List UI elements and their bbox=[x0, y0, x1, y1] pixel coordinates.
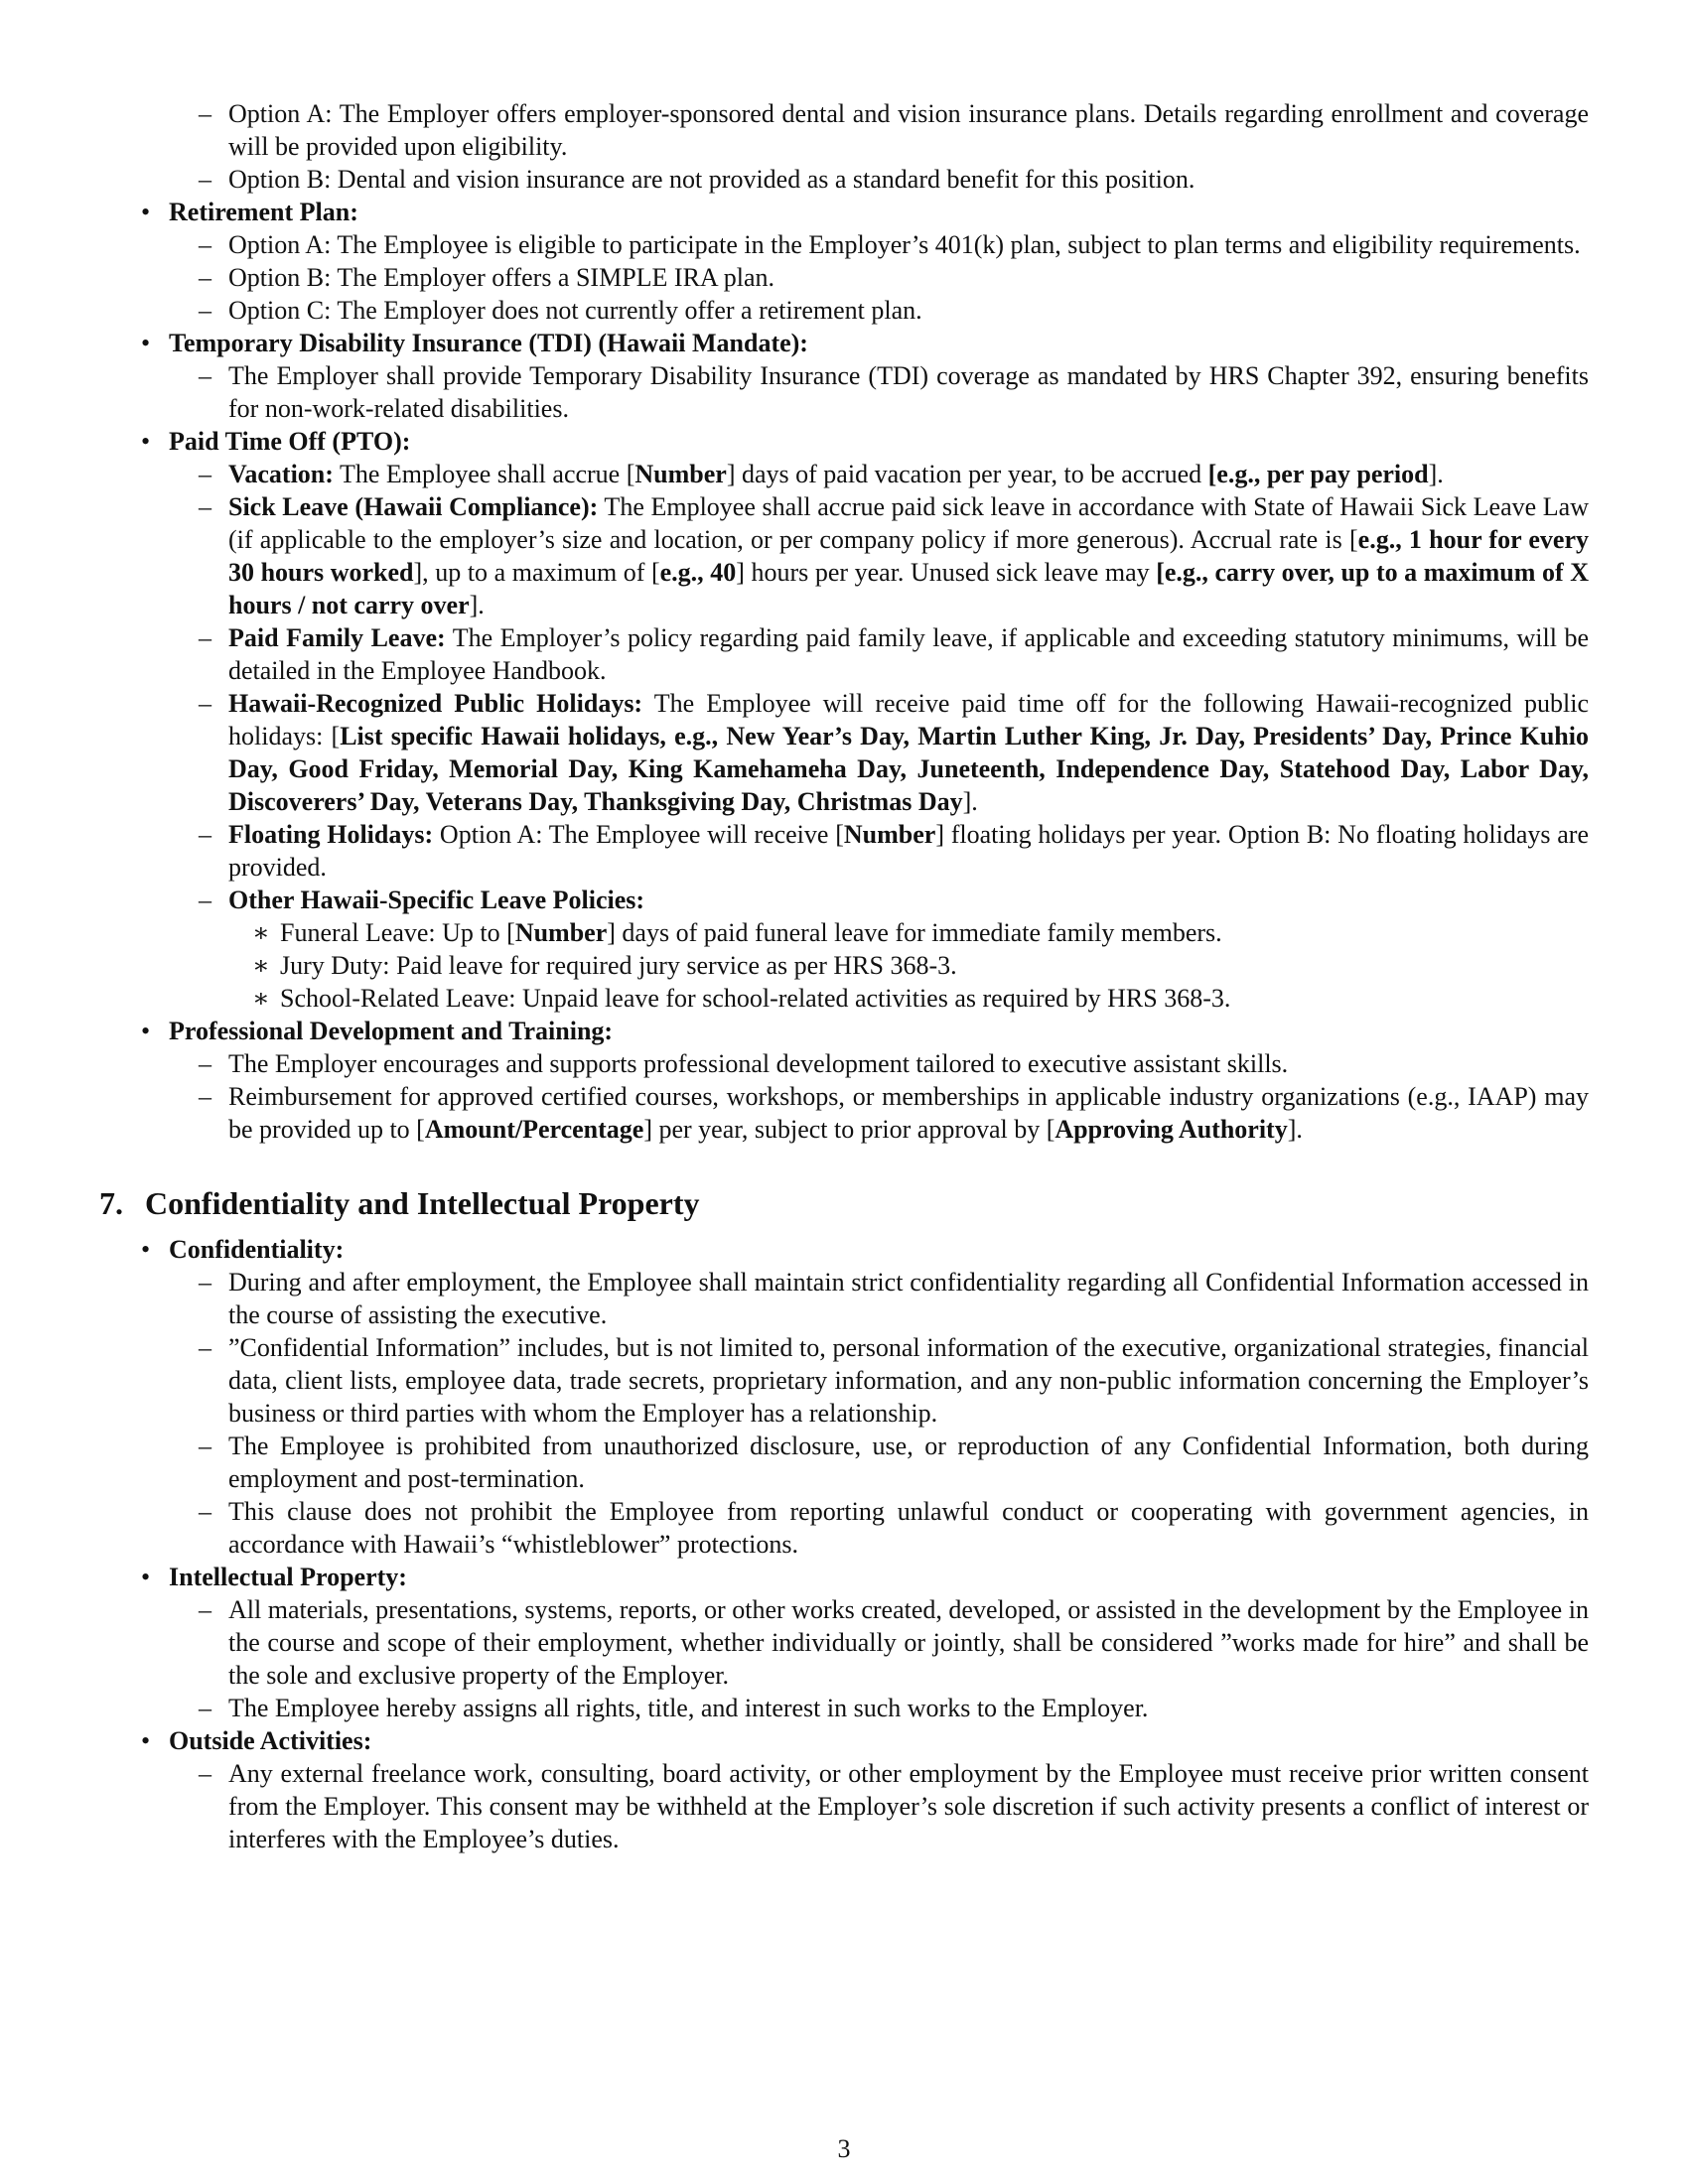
jury-duty-item bbox=[169, 949, 1589, 982]
dental-option-b-text: Option B: Dental and vision insurance are not provided as a standard benefit for this position. bbox=[228, 165, 1196, 194]
dash-marker: – bbox=[199, 1268, 211, 1297]
dash-marker: – bbox=[199, 1759, 211, 1788]
dash-marker: – bbox=[199, 165, 211, 194]
vacation-placeholder-period: [e.g., per pay period bbox=[1207, 460, 1429, 488]
intellectual-property-text: All materials, presentations, systems, reports, or other works created, developed, or assisted in the development by the Employee in the course and scope of their employment, whether individually or jointly, shall be considered ”works made for hire” and shall be the sole and exclusive property of the Employer. bbox=[228, 1595, 1589, 1690]
school-leave-text: School-Related Leave: Unpaid leave for school-related activities as required by HRS 368-3. bbox=[280, 984, 1231, 1013]
sick-leave-placeholder-max: e.g., 40 bbox=[659, 558, 737, 587]
vacation-text: ]. bbox=[1428, 460, 1444, 488]
professional-dev-title: Professional Development and Training: bbox=[169, 1017, 614, 1045]
page-number: 3 bbox=[837, 2134, 851, 2163]
funeral-leave-item bbox=[169, 916, 1589, 949]
confidentiality-text: ”Confidential Information” includes, but is not limited to, personal information of the executive, organizational strategies, financial data, client lists, employee data, trade secrets, proprietary information, and any non-public information concerning the Employer’s business or third parties with whom the Employer has a relationship. bbox=[228, 1333, 1589, 1428]
star-marker: ∗ bbox=[252, 984, 270, 1013]
professional-dev-text: ] per year, subject to prior approval by [ bbox=[643, 1115, 1055, 1144]
floating-holidays-label: Floating Holidays: bbox=[228, 820, 434, 849]
dash-marker: – bbox=[199, 460, 211, 488]
document-page bbox=[99, 97, 1590, 1855]
star-marker: ∗ bbox=[252, 918, 270, 947]
retirement-plan-item bbox=[141, 196, 1589, 228]
family-leave-text: The Employer’s policy regarding paid family leave, if applicable and exceeding statutory minimums, will be detailed in the Employee Handbook. bbox=[228, 623, 1589, 685]
professional-dev-placeholder-amount: Amount/Percentage bbox=[424, 1115, 644, 1144]
vacation-label: Vacation: bbox=[228, 460, 334, 488]
section-7-title: Confidentiality and Intellectual Property bbox=[145, 1185, 700, 1221]
tdi-item bbox=[141, 327, 1589, 359]
dash-marker: – bbox=[199, 1333, 211, 1362]
dash-marker: – bbox=[199, 99, 211, 128]
pto-holidays bbox=[169, 687, 1589, 818]
dental-option-a-text: Option A: The Employer offers employer-sponsored dental and vision insurance plans. Details regarding enrollment and coverage will be provided upon eligibility. bbox=[228, 99, 1589, 161]
pto-sick-leave bbox=[169, 490, 1589, 621]
retirement-option-b bbox=[169, 261, 1589, 294]
floating-holidays-placeholder-number: Number bbox=[843, 820, 936, 849]
outside-activities-detail bbox=[169, 1757, 1589, 1855]
school-leave-item bbox=[169, 982, 1589, 1015]
intellectual-property-detail-2 bbox=[169, 1692, 1589, 1724]
sick-leave-text: ] hours per year. Unused sick leave may bbox=[736, 558, 1157, 587]
bullet-marker: • bbox=[141, 1726, 151, 1755]
outside-activities-title: Outside Activities: bbox=[169, 1726, 372, 1755]
retirement-plan-title: Retirement Plan: bbox=[169, 198, 358, 226]
other-leave-label: Other Hawaii-Specific Leave Policies: bbox=[228, 886, 645, 914]
sick-leave-text: ]. bbox=[469, 591, 485, 619]
confidentiality-detail-3 bbox=[169, 1430, 1589, 1495]
dash-marker: – bbox=[199, 1595, 211, 1624]
sick-leave-text: The Employee shall accrue paid sick leave in accordance with State of Hawaii Sick Leave Law (if applicable to the employer’s size and location, or per company policy if more generous). Accrual rate is [ bbox=[228, 492, 1589, 554]
dash-marker: – bbox=[199, 296, 211, 325]
confidentiality-detail-4 bbox=[169, 1495, 1589, 1561]
retirement-option-b-text: Option B: The Employer offers a SIMPLE IRA plan. bbox=[228, 263, 775, 292]
retirement-option-a bbox=[169, 228, 1589, 261]
dash-marker: – bbox=[199, 1497, 211, 1526]
section-7-number: 7. bbox=[99, 1185, 123, 1221]
confidentiality-detail-2 bbox=[169, 1331, 1589, 1430]
bullet-marker: • bbox=[141, 329, 151, 357]
professional-dev-item bbox=[141, 1015, 1589, 1047]
floating-holidays-text: ] floating holidays per year. Option B: No floating holidays are provided. bbox=[228, 820, 1589, 882]
bullet-marker: • bbox=[141, 1235, 151, 1264]
sick-leave-label: Sick Leave (Hawaii Compliance): bbox=[228, 492, 599, 521]
dash-marker: – bbox=[199, 263, 211, 292]
jury-duty-text: Jury Duty: Paid leave for required jury service as per HRS 368-3. bbox=[280, 951, 957, 980]
holidays-label: Hawaii-Recognized Public Holidays: bbox=[228, 689, 643, 718]
professional-dev-text: The Employer encourages and supports professional development tailored to executive assistant skills. bbox=[228, 1049, 1289, 1078]
vacation-text: The Employee shall accrue [ bbox=[333, 460, 635, 488]
dash-marker: – bbox=[199, 1049, 211, 1078]
tdi-detail-text: The Employer shall provide Temporary Disability Insurance (TDI) coverage as mandated by HRS Chapter 392, ensuring benefits for non-work-related disabilities. bbox=[228, 361, 1589, 423]
confidentiality-text: This clause does not prohibit the Employee from reporting unlawful conduct or cooperating with government agencies, in accordance with Hawaii’s “whistleblower” protections. bbox=[228, 1497, 1589, 1559]
professional-dev-text: Reimbursement for approved certified courses, workshops, or memberships in applicable industry organizations (e.g., IAAP) may be provided up to [ bbox=[228, 1082, 1589, 1144]
dental-option-a bbox=[169, 97, 1589, 163]
professional-dev-text: ]. bbox=[1287, 1115, 1303, 1144]
dash-marker: – bbox=[199, 1694, 211, 1722]
confidentiality-title: Confidentiality: bbox=[169, 1235, 345, 1264]
sick-leave-placeholder-rate: e.g., 1 hour for every 30 hours worked bbox=[228, 525, 1589, 587]
outside-activities-item bbox=[141, 1724, 1589, 1757]
family-leave-label: Paid Family Leave: bbox=[228, 623, 446, 652]
dash-marker: – bbox=[199, 230, 211, 259]
vacation-text: ] days of paid vacation per year, to be accrued bbox=[726, 460, 1208, 488]
vacation-placeholder-number: Number bbox=[634, 460, 727, 488]
dash-marker: – bbox=[199, 886, 211, 914]
confidentiality-detail-1 bbox=[169, 1266, 1589, 1331]
confidentiality-text: During and after employment, the Employee shall maintain strict confidentiality regarding all Confidential Information accessed in the course of assisting the executive. bbox=[228, 1268, 1589, 1329]
pto-item bbox=[141, 425, 1589, 458]
holidays-text: ]. bbox=[962, 787, 978, 816]
bullet-marker: • bbox=[141, 1017, 151, 1045]
confidentiality-item bbox=[141, 1233, 1589, 1266]
bullet-marker: • bbox=[141, 427, 151, 456]
professional-dev-detail-2 bbox=[169, 1080, 1589, 1146]
pto-family-leave bbox=[169, 621, 1589, 687]
tdi-title: Temporary Disability Insurance (TDI) (Hawaii Mandate): bbox=[169, 329, 808, 357]
intellectual-property-detail-1 bbox=[169, 1593, 1589, 1692]
pto-other-leave bbox=[169, 884, 1589, 916]
holidays-text: The Employee will receive paid time off for the following Hawaii-recognized public holidays: [ bbox=[228, 689, 1590, 751]
dash-marker: – bbox=[199, 492, 211, 521]
intellectual-property-title: Intellectual Property: bbox=[169, 1563, 407, 1591]
tdi-detail bbox=[169, 359, 1589, 425]
bullet-marker: • bbox=[141, 1563, 151, 1591]
intellectual-property-item bbox=[141, 1561, 1589, 1593]
dash-marker: – bbox=[199, 1432, 211, 1460]
intellectual-property-text: The Employee hereby assigns all rights, title, and interest in such works to the Employer. bbox=[228, 1694, 1149, 1722]
funeral-leave-placeholder-number: Number bbox=[514, 918, 608, 947]
retirement-option-c-text: Option C: The Employer does not currently offer a retirement plan. bbox=[228, 296, 922, 325]
professional-dev-placeholder-authority: Approving Authority bbox=[1055, 1115, 1288, 1144]
dash-marker: – bbox=[199, 1082, 211, 1111]
sick-leave-placeholder-carryover: [e.g., carry over, up to a maximum of X hours / not carry over bbox=[228, 558, 1589, 619]
pto-floating-holidays bbox=[169, 818, 1589, 884]
star-marker: ∗ bbox=[252, 951, 270, 980]
dental-option-b bbox=[169, 163, 1589, 196]
funeral-leave-text: Funeral Leave: Up to [ bbox=[280, 918, 515, 947]
bullet-marker: • bbox=[141, 198, 151, 226]
dash-marker: – bbox=[199, 689, 211, 718]
confidentiality-text: The Employee is prohibited from unauthorized disclosure, use, or reproduction of any Confidential Information, both during employment and post-termination. bbox=[228, 1432, 1589, 1493]
dash-marker: – bbox=[199, 361, 211, 390]
dash-marker: – bbox=[199, 623, 211, 652]
dash-marker: – bbox=[199, 820, 211, 849]
holidays-placeholder-list: List specific Hawaii holidays, e.g., New Year’s Day, Martin Luther King, Jr. Day, Presidents’ Day, Prince Kuhio Day, Good Friday, Memorial Day, King Kamehameha Day, Juneteenth, Independence Day, Statehood Day, Labor Day, Discoverers’ Day, Veterans Day, Thanksgiving Day, Christmas Day bbox=[228, 722, 1589, 816]
section-7-heading bbox=[99, 1183, 1589, 1223]
pto-title: Paid Time Off (PTO): bbox=[169, 427, 411, 456]
retirement-option-c bbox=[169, 294, 1589, 327]
professional-dev-detail-1 bbox=[169, 1047, 1589, 1080]
outside-activities-text: Any external freelance work, consulting, board activity, or other employment by the Employee must receive prior written consent from the Employer. This consent may be withheld at the Employer’s sole discretion if such activity presents a conflict of interest or interferes with the Employee’s duties. bbox=[228, 1759, 1589, 1853]
sick-leave-text: ], up to a maximum of [ bbox=[413, 558, 660, 587]
pto-vacation bbox=[169, 458, 1589, 490]
funeral-leave-text: ] days of paid funeral leave for immediate family members. bbox=[607, 918, 1222, 947]
floating-holidays-text: Option A: The Employee will receive [ bbox=[433, 820, 844, 849]
retirement-option-a-text: Option A: The Employee is eligible to participate in the Employer’s 401(k) plan, subject to plan terms and eligibility requirements. bbox=[228, 230, 1581, 259]
